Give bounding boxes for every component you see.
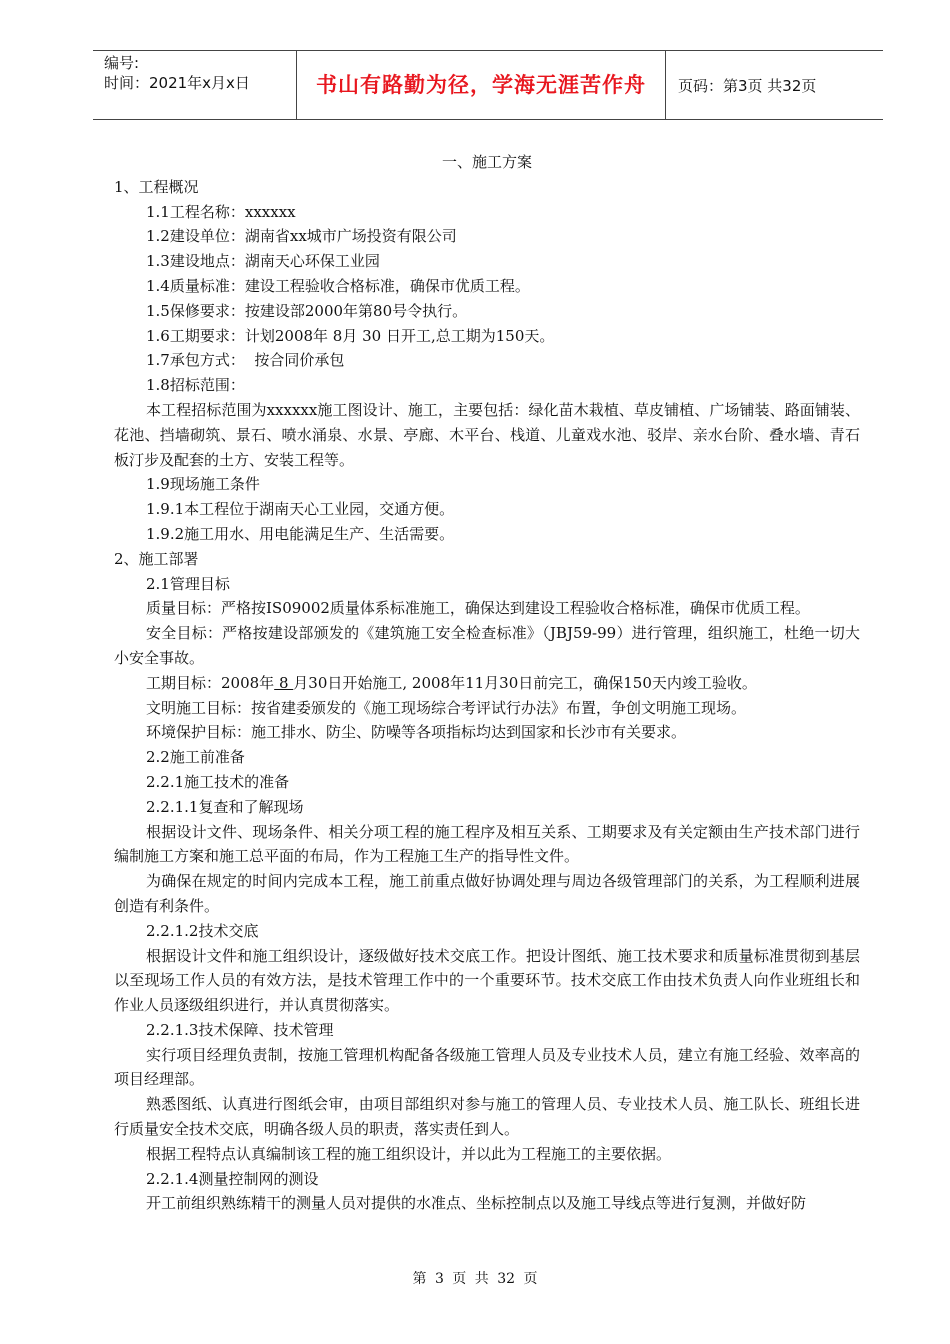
page-header (93, 50, 883, 120)
paragraph-survey: 开工前组织熟练精干的测量人员对提供的水准点、坐标控制点以及施工导线点等进行复测，并做好防 (146, 1194, 807, 1213)
paragraph-review-1: 根据设计文件、现场条件、相关分项工程的施工程序及相互关系、工期要求及有关定额由生产技术部门进行编制施工方案和施工总平面的布局，作为工程施工生产的指导性文件。 (114, 822, 860, 866)
paragraph-tech-briefing: 根据设计文件和施工组织设计，逐级做好技术交底工作。把设计图纸、施工技术要求和质量标准贯彻到基层以至现场工作人员的有效方法，是技术管理工作中的一个重要环节。技术交底工作由技术负责人向作业班组长和作业人员逐级组织进行，并认真贯彻落实。 (114, 946, 860, 1015)
header-divider (665, 51, 666, 119)
item-2-2-1-2: 2.2.1.2技术交底 (146, 921, 259, 940)
item-1-2: 1.2建设单位：湖南省xx城市广场投资有限公司 (146, 227, 457, 246)
header-motto: 书山有路勤为径，学海无涯苦作舟 (316, 73, 646, 97)
item-2-2: 2.2施工前准备 (146, 748, 245, 767)
item-1-3: 1.3建设地点：湖南天心环保工业园 (146, 252, 380, 271)
paragraph-guarantee-1: 实行项目经理负责制，按施工管理机构配备各级施工管理人员及专业技术人员，建立有施工经验、效率高的项目经理部。 (114, 1045, 860, 1089)
item-1-4: 1.4质量标准：建设工程验收合格标准，确保市优质工程。 (146, 276, 530, 295)
item-2-2-1-4: 2.2.1.4测量控制网的测设 (146, 1169, 319, 1188)
item-1-9: 1.9现场施工条件 (146, 475, 260, 494)
section-title: 一、施工方案 (441, 153, 532, 171)
item-2-1: 2.1管理目标 (146, 574, 230, 593)
paragraph-scope: 本工程招标范围为xxxxxx施工图设计、施工，主要包括：绿化苗木栽植、草皮铺植、广场铺装、路面铺装、花池、挡墙砌筑、景石、喷水涌泉、水景、亭廊、木平台、栈道、儿童戏水池、驳岸、亲水台阶、叠水墙、青石板汀步及配套的土方、安装工程等。 (114, 400, 860, 469)
page-footer: 第 3 页 共 32 页 (412, 1271, 538, 1287)
paragraph-safety-goal: 安全目标：严格按建设部颁发的《建筑施工安全检查标准》（JBJ59-99）进行管理，组织施工，杜绝一切大小安全事故。 (114, 624, 860, 667)
schedule-text-a: 工期目标：2008年 (146, 673, 275, 692)
item-2-2-1-1: 2.2.1.1复查和了解现场 (146, 797, 304, 816)
header-page-label: 页码：第3页 共32页 (678, 77, 817, 95)
paragraph-civil-goal: 文明施工目标：按省建委颁发的《施工现场综合考评试行办法》布置，争创文明施工现场。 (146, 698, 747, 717)
heading-1: 1、工程概况 (114, 177, 199, 196)
item-1-6: 1.6工期要求：计划2008年 8月 30 日开工,总工期为150天。 (146, 326, 555, 345)
paragraph-quality-goal: 质量目标：严格按IS09002质量体系标准施工，确保达到建设工程验收合格标准，确保市优质工程。 (146, 599, 810, 618)
paragraph-review-2: 为确保在规定的时间内完成本工程，施工前重点做好协调处理与周边各级管理部门的关系，为工程顺利进展创造有利条件。 (114, 872, 860, 915)
document-body (114, 150, 860, 1216)
heading-2: 2、施工部署 (114, 549, 199, 568)
item-1-9-1: 1.9.1本工程位于湖南天心工业园，交通方便。 (146, 500, 455, 519)
paragraph-guarantee-2: 熟悉图纸、认真进行图纸会审，由项目部组织对参与施工的管理人员、专业技术人员、施工队长、班组长进行质量安全技术交底，明确各级人员的职责，落实责任到人。 (114, 1095, 860, 1139)
item-2-2-1-3: 2.2.1.3技术保障、技术管理 (146, 1020, 334, 1039)
paragraph-guarantee-3: 根据工程特点认真编制该工程的施工组织设计，并以此为工程施工的主要依据。 (146, 1144, 672, 1163)
schedule-month: 8 (274, 673, 294, 692)
time-label: 时间：2021年x月x日 (104, 74, 250, 92)
item-2-2-1: 2.2.1施工技术的准备 (146, 772, 290, 791)
item-1-7: 1.7承包方式： 按合同价承包 (146, 351, 345, 370)
number-label: 编号: (104, 54, 140, 72)
item-1-8: 1.8招标范围： (146, 376, 245, 395)
item-1-1: 1.1工程名称：xxxxxx (146, 202, 296, 221)
schedule-text-b: 月30日开始施工, 2008年11月30日前完工，确保150天内竣工验收。 (293, 673, 757, 692)
header-meta (104, 53, 294, 93)
paragraph-schedule-goal (114, 671, 860, 696)
item-1-5: 1.5保修要求：按建设部2000年第80号令执行。 (146, 301, 468, 320)
item-1-9-2: 1.9.2施工用水、用电能满足生产、生活需要。 (146, 524, 455, 543)
paragraph-env-goal: 环境保护目标：施工排水、防尘、防噪等各项指标均达到国家和长沙市有关要求。 (146, 723, 687, 742)
